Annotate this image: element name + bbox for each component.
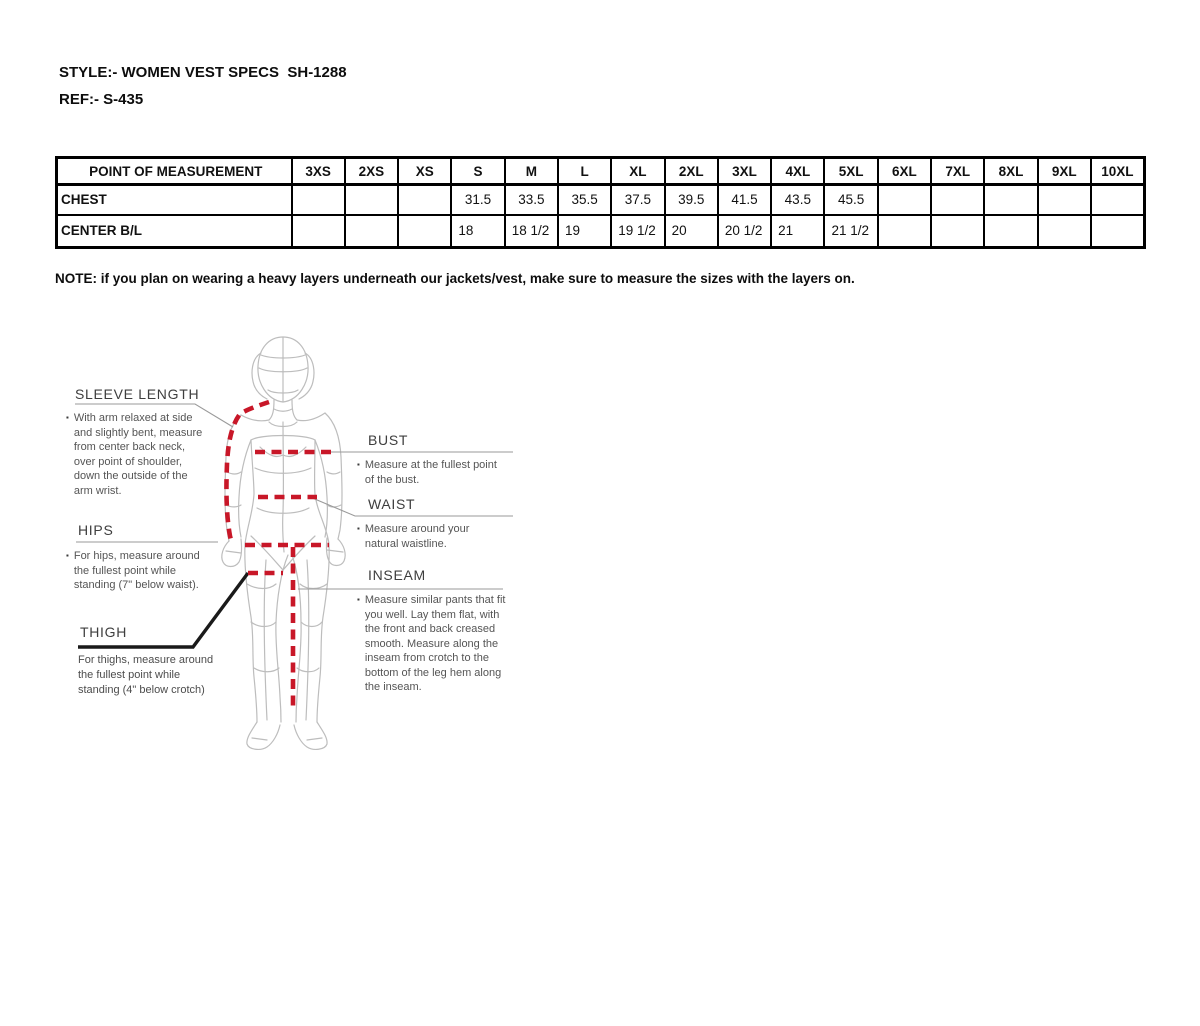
col-2xs: 2XS bbox=[345, 158, 398, 185]
inseam-heading: INSEAM bbox=[368, 567, 426, 583]
note-text: NOTE: if you plan on wearing a heavy layers underneath our jackets/vest, make sure to measure the sizes with the layers on. bbox=[55, 271, 855, 286]
col-5xl: 5XL bbox=[824, 158, 877, 185]
table-header-row bbox=[57, 158, 1145, 185]
style-title: STYLE:- WOMEN VEST SPECS SH-1288 bbox=[59, 64, 347, 81]
col-point-of-measurement: POINT OF MEASUREMENT bbox=[57, 158, 292, 185]
col-8xl: 8XL bbox=[984, 158, 1037, 185]
bullet-square-icon: ▪ bbox=[357, 524, 360, 533]
col-xs: XS bbox=[398, 158, 451, 185]
col-xl: XL bbox=[611, 158, 664, 185]
row-label-chest: CHEST bbox=[57, 185, 292, 215]
bust-heading: BUST bbox=[368, 432, 409, 448]
bust-instructions: ▪ Measure at the fullest point of the bust. bbox=[357, 459, 497, 486]
size-spec-table bbox=[55, 156, 1146, 249]
col-2xl: 2XL bbox=[665, 158, 718, 185]
sleeve-measure-line bbox=[226, 402, 269, 544]
thigh-heading: THIGH bbox=[80, 624, 128, 640]
ref-number: REF:- S-435 bbox=[59, 91, 144, 108]
bullet-square-icon: ▪ bbox=[357, 460, 360, 469]
row-label-center-bl: CENTER B/L bbox=[57, 215, 292, 248]
thigh-instructions: For thighs, measure around the fullest point while standing (4" below crotch) bbox=[78, 654, 214, 696]
col-3xs: 3XS bbox=[292, 158, 345, 185]
waist-heading: WAIST bbox=[368, 496, 416, 512]
table-row-chest: CHEST 31.5 33.5 35.5 37.5 39.5 41.5 43.5 45.5 bbox=[57, 185, 1145, 215]
waist-instructions: ▪ Measure around your natural waistline. bbox=[357, 523, 470, 550]
bullet-square-icon: ▪ bbox=[66, 413, 69, 422]
col-m: M bbox=[505, 158, 558, 185]
col-7xl: 7XL bbox=[931, 158, 984, 185]
col-s: S bbox=[451, 158, 504, 185]
col-4xl: 4XL bbox=[771, 158, 824, 185]
col-10xl: 10XL bbox=[1091, 158, 1144, 185]
hips-instructions: ▪ For hips, measure around the fullest point while standing (7" below waist). bbox=[66, 550, 200, 591]
hips-heading: HIPS bbox=[78, 522, 114, 538]
table-row-center-bl: CENTER B/L 18 18 1/2 19 19 1/2 20 20 1/2 21 21 1/2 bbox=[57, 215, 1145, 248]
col-3xl: 3XL bbox=[718, 158, 771, 185]
sleeve-length-instructions: ▪ With arm relaxed at side and slightly bent, measure from center back neck, over point of shoulder, down the outside of the arm wrist. bbox=[66, 412, 203, 497]
col-6xl: 6XL bbox=[878, 158, 931, 185]
sleeve-length-heading: SLEEVE LENGTH bbox=[75, 386, 200, 402]
bullet-square-icon: ▪ bbox=[357, 595, 360, 604]
col-9xl: 9XL bbox=[1038, 158, 1091, 185]
inseam-instructions: ▪ Measure similar pants that fit you well. Lay them flat, with the front and back creased smooth. Measure along the inseam from crotch to the bottom of the leg hem along the inseam. bbox=[357, 594, 506, 693]
bullet-square-icon: ▪ bbox=[66, 551, 69, 560]
col-l: L bbox=[558, 158, 611, 185]
